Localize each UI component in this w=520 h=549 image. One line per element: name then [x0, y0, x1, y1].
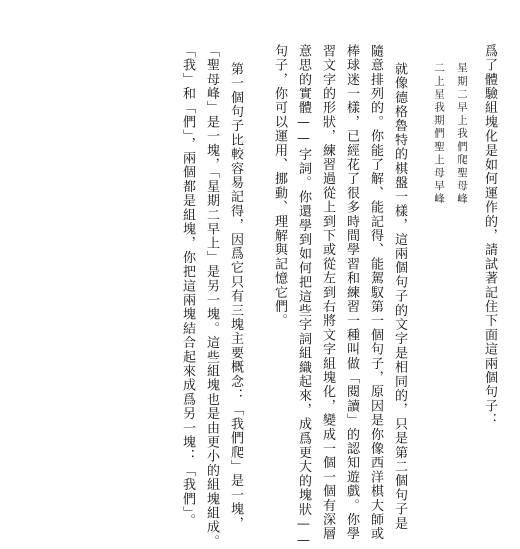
paragraph-line: 習文字的形狀，練習過從上到下或從左到右將文字組塊化，變成一個一個有深層	[320, 44, 335, 541]
example-sentence-ordered: 星期二早上我們爬聖母峰	[456, 62, 468, 207]
paragraph-line: 隨意排列的。你能了解、能記得、能駕馭第一個句子，原因是你像西洋棋大師或	[368, 44, 383, 541]
paragraph-line: 句子，你可以運用、挪動、理解與記憶它們。	[272, 44, 287, 328]
intro-line: 爲了體驗組塊化是如何運作的，請試著記住下面這兩個句子：	[482, 44, 497, 428]
paragraph-line: 棒球迷一樣，已經花了很多時間學習和練習一種叫做「閱讀」的認知遊戲。你學	[344, 44, 359, 541]
paragraph-line: 第一個句子比較容易記得，因爲它只有三塊主要概念：「我們爬」是一塊，	[228, 62, 243, 531]
example-sentence-scrambled: 二上星我期們聖上母早峰	[433, 62, 445, 207]
paragraph-line: 意思的實體——字詞。你還學到如何把這些字詞組織起來，成爲更大的塊狀——	[296, 44, 311, 549]
paragraph-line: 「聖母峰」是一塊，「星期二早上」是另一塊。這些組塊也是由更小的組塊組成。	[204, 44, 219, 549]
paragraph-line: 「我」和「們」，兩個都是組塊，你把這兩塊結合起來成爲另一塊：「我們」。	[180, 44, 195, 528]
paragraph-line: 就像德格魯特的棋盤一樣，這兩個句子的文字是相同的，只是第二個句子是	[392, 62, 407, 531]
